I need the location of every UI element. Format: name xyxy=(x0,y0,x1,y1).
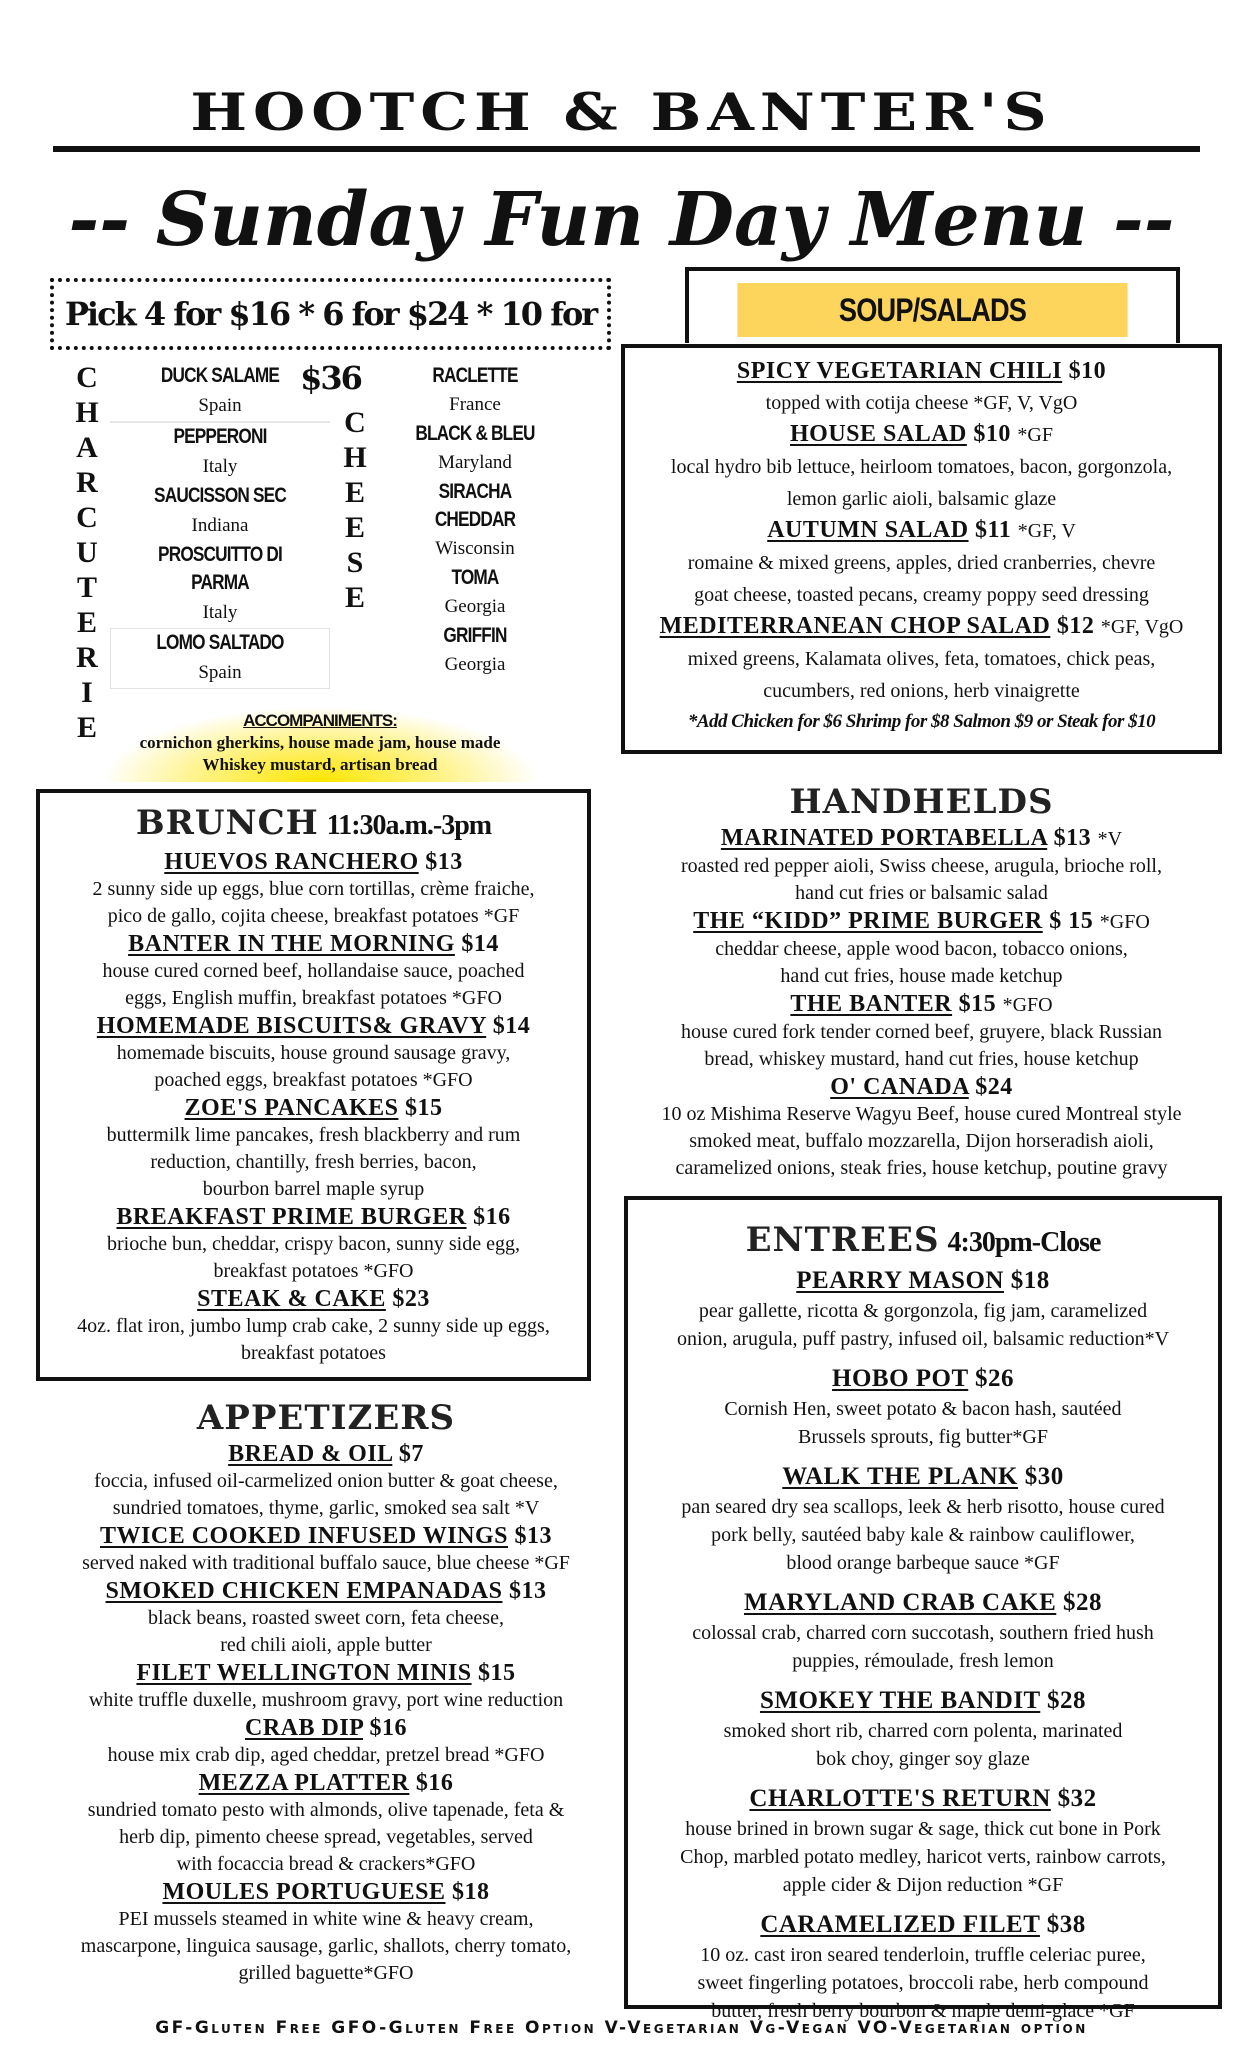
menu-item-price: $10 xyxy=(973,421,1011,447)
vertical-letter: H xyxy=(343,441,367,474)
menu-item-description: romaine & mixed greens, apples, dried cranberries, chevre xyxy=(687,552,1156,574)
menu-item-price: $14 xyxy=(461,931,499,957)
dietary-legend: GF-Gluten Free GFO-Gluten Free Option V-Vegetarian Vg-Vegan VO-Vegetarian option xyxy=(155,2018,1088,2038)
menu-item xyxy=(621,990,1222,1073)
appetizers-section xyxy=(36,1396,616,1987)
menu-item-name: HOUSE SALAD xyxy=(790,421,967,447)
accompaniments xyxy=(100,706,540,782)
menu-item-name: STEAK & CAKE xyxy=(197,1286,386,1312)
menu-item-header xyxy=(40,1203,587,1231)
meat-item-origin: Spain xyxy=(198,662,242,683)
menu-item-description: house cured corned beef, hollandaise sauce, poached xyxy=(102,960,525,982)
menu-item-header xyxy=(625,419,1218,451)
menu-item-name: SMOKEY THE BANDIT xyxy=(759,1687,1041,1714)
menu-item xyxy=(40,930,587,1012)
menu-item-dietary-tags: *V xyxy=(1097,828,1123,850)
meat-item-origin: Italy xyxy=(202,602,238,623)
appetizers-title: APPETIZERS xyxy=(196,1398,456,1438)
meat-item-name: LOMO SALTADO xyxy=(156,631,284,654)
menu-item-description: pan seared dry sea scallops, leek & herb risotto, house cured xyxy=(681,1496,1165,1518)
menu-subtitle: -- Sunday Fun Day Menu -- xyxy=(68,177,1175,263)
menu-item-price: $12 xyxy=(1056,613,1095,639)
menu-item-name: THE “KIDD” PRIME BURGER xyxy=(693,908,1043,934)
menu-item-name: HOBO POT xyxy=(832,1365,969,1392)
menu-item-name: MARYLAND CRAB CAKE xyxy=(743,1589,1057,1616)
menu-item-price: $16 xyxy=(473,1204,511,1230)
menu-item-header xyxy=(36,1878,616,1906)
menu-item-price: $30 xyxy=(1024,1463,1064,1490)
meat-item xyxy=(110,541,330,628)
menu-item-name: ZOE'S PANCAKES xyxy=(184,1095,399,1121)
menu-item xyxy=(36,1878,616,1987)
menu-item xyxy=(36,1577,616,1659)
brunch-title: BRUNCH xyxy=(135,803,319,843)
menu-item-name: BREAKFAST PRIME BURGER xyxy=(116,1204,467,1230)
vertical-letter: S xyxy=(346,546,364,579)
vertical-letter: R xyxy=(76,466,98,499)
menu-item-description: Brussels sprouts, fig butter*GF xyxy=(798,1426,1048,1448)
meat-item xyxy=(110,482,330,541)
menu-item-description: smoked meat, buffalo mozzarella, Dijon horseradish aioli, xyxy=(689,1130,1154,1152)
menu-item-price: $14 xyxy=(492,1013,531,1039)
menu-item-description: pork belly, sautéed baby kale & rainbow cauliflower, xyxy=(711,1524,1135,1546)
menu-item xyxy=(621,824,1222,907)
cheese-item-origin: Georgia xyxy=(444,654,506,675)
menu-item-dietary-tags: *GF xyxy=(1017,424,1053,446)
brunch-section xyxy=(36,789,591,1381)
menu-item-header xyxy=(36,1714,616,1742)
menu-item-description: 10 oz. cast iron seared tenderloin, truffle celeriac puree, xyxy=(700,1944,1146,1966)
menu-item-description: breakfast potatoes xyxy=(241,1342,386,1364)
menu-item-description: pear gallette, ricotta & gorgonzola, fig jam, caramelized xyxy=(698,1300,1148,1322)
menu-item-description: sweet fingerling potatoes, broccoli rabe, herb compound xyxy=(697,1972,1149,1994)
menu-item-price: $10 xyxy=(1068,358,1107,384)
menu-item-description: white truffle duxelle, mushroom gravy, port wine reduction xyxy=(88,1689,564,1711)
menu-item-price: $13 xyxy=(508,1578,547,1604)
vertical-letter: E xyxy=(344,581,365,614)
menu-item-header xyxy=(628,1587,1218,1619)
menu-item-name: CRAB DIP xyxy=(244,1715,363,1741)
vertical-letter: H xyxy=(75,396,99,429)
menu-item-description: smoked short rib, charred corn polenta, marinated xyxy=(723,1720,1123,1742)
menu-item-price: $26 xyxy=(974,1365,1014,1392)
menu-item-dietary-tags: *GFO xyxy=(1099,911,1150,933)
entrees-hours: 4:30pm-Close xyxy=(947,1227,1101,1258)
menu-item xyxy=(621,907,1222,990)
menu-item xyxy=(36,1440,616,1522)
menu-item-name: HOMEMADE BISCUITS& GRAVY xyxy=(96,1013,487,1039)
menu-item-header xyxy=(628,1461,1218,1493)
menu-item-description: local hydro bib lettuce, heirloom tomatoes, bacon, gorgonzola, xyxy=(670,456,1173,478)
appetizers-items xyxy=(36,1440,616,1987)
cheese-vertical-label xyxy=(340,405,370,615)
menu-item-description: poached eggs, breakfast potatoes *GFO xyxy=(154,1069,473,1091)
menu-item-description: grilled baguette*GFO xyxy=(238,1962,414,1984)
menu-item xyxy=(621,1073,1222,1182)
meat-item-name: DUCK SALAME xyxy=(160,364,280,387)
menu-item xyxy=(36,1522,616,1577)
menu-item-description: buttermilk lime pancakes, fresh blackberry and rum xyxy=(106,1124,521,1146)
menu-item-header xyxy=(625,515,1218,547)
vertical-letter: U xyxy=(76,536,98,569)
menu-item-price: $13 xyxy=(425,849,463,875)
charcuterie-list xyxy=(110,362,330,689)
menu-item-name: TWICE COOKED INFUSED WINGS xyxy=(100,1523,508,1549)
vertical-letter: T xyxy=(76,571,97,604)
menu-item-name: AUTUMN SALAD xyxy=(767,517,969,543)
entrees-items xyxy=(628,1265,1218,2025)
menu-item-price: $ 15 xyxy=(1049,908,1094,934)
menu-item-price: $28 xyxy=(1047,1687,1087,1714)
menu-item-header xyxy=(40,1094,587,1122)
pick-pricing-box: Pick 4 for $16 * 6 for $24 * 10 for $36 xyxy=(50,278,611,350)
menu-item-description: puppies, rémoulade, fresh lemon xyxy=(792,1650,1054,1672)
menu-item-description: pico de gallo, cojita cheese, breakfast potatoes *GF xyxy=(107,905,520,927)
menu-item-name: MARINATED PORTABELLA xyxy=(720,825,1048,851)
menu-item-description: homemade biscuits, house ground sausage gravy, xyxy=(116,1042,511,1064)
handhelds-items xyxy=(621,824,1222,1182)
menu-item xyxy=(628,1909,1218,2025)
menu-item-description: topped with cotija cheese *GF, V, VgO xyxy=(765,392,1078,414)
menu-item xyxy=(625,515,1218,611)
vertical-letter: I xyxy=(81,676,93,709)
menu-item-name: SMOKED CHICKEN EMPANADAS xyxy=(105,1578,503,1604)
menu-item-price: $18 xyxy=(452,1879,490,1905)
menu-item-header xyxy=(36,1769,616,1797)
menu-item-description: onion, arugula, puff pastry, infused oil, balsamic reduction*V xyxy=(676,1328,1170,1350)
menu-item-description: herb dip, pimento cheese spread, vegetables, served xyxy=(119,1826,533,1848)
menu-item-description: butter, fresh berry bourbon & maple demi-glace *GF xyxy=(711,2000,1135,2022)
meat-item xyxy=(110,628,330,689)
cheese-item xyxy=(385,478,565,564)
vertical-letter: A xyxy=(76,431,98,464)
menu-item-header xyxy=(621,824,1222,853)
menu-item xyxy=(40,1094,587,1203)
menu-item-description: hand cut fries or balsamic salad xyxy=(795,882,1048,904)
menu-item-description: goat cheese, toasted pecans, creamy poppy seed dressing xyxy=(694,584,1149,606)
cheese-item-name: TOMA xyxy=(451,566,499,589)
menu-item xyxy=(628,1461,1218,1577)
vertical-letter: C xyxy=(76,361,98,394)
menu-item-description: cucumbers, red onions, herb vinaigrette xyxy=(763,680,1080,702)
cheese-item-origin: Maryland xyxy=(438,452,512,473)
menu-item xyxy=(40,848,587,930)
menu-item-header xyxy=(40,1285,587,1313)
menu-item-description: lemon garlic aioli, balsamic glaze xyxy=(786,488,1057,510)
menu-item-description: bourbon barrel maple syrup xyxy=(202,1178,425,1200)
menu-item-price: $28 xyxy=(1063,1589,1103,1616)
menu-item-price: $13 xyxy=(514,1523,552,1549)
menu-item xyxy=(40,1285,587,1367)
charcuterie-vertical-label xyxy=(72,360,102,745)
menu-item xyxy=(628,1783,1218,1899)
menu-item-description: foccia, infused oil-carmelized onion butter & goat cheese, xyxy=(94,1470,558,1492)
menu-item-name: O' CANADA xyxy=(830,1074,969,1100)
menu-item-header xyxy=(40,1012,587,1040)
meat-item-name: SAUCISSON SEC xyxy=(154,484,286,507)
menu-item xyxy=(36,1769,616,1878)
menu-item-price: $24 xyxy=(975,1074,1013,1100)
menu-item-price: $23 xyxy=(392,1286,430,1312)
entrees-title: ENTREES xyxy=(745,1220,940,1260)
menu-item-description: black beans, roasted sweet corn, feta cheese, xyxy=(148,1607,504,1629)
menu-item-description: breakfast potatoes *GFO xyxy=(213,1260,414,1282)
menu-item-header xyxy=(628,1265,1218,1297)
menu-item xyxy=(628,1265,1218,1353)
soup-items xyxy=(625,356,1218,707)
meat-item xyxy=(110,423,330,482)
menu-item-header xyxy=(621,990,1222,1019)
menu-item-description: bok choy, ginger soy glaze xyxy=(816,1748,1030,1770)
menu-item-price: $18 xyxy=(1010,1267,1050,1294)
menu-item-price: $15 xyxy=(958,991,997,1017)
menu-item-description: mixed greens, Kalamata olives, feta, tomatoes, chick peas, xyxy=(687,648,1156,670)
menu-item-description: eggs, English muffin, breakfast potatoes *GFO xyxy=(125,987,502,1009)
menu-item-name: MOULES PORTUGUESE xyxy=(162,1879,446,1905)
cheese-item-name: GRIFFIN xyxy=(443,624,507,647)
soup-salads-header xyxy=(685,267,1180,343)
menu-item-price: $15 xyxy=(478,1660,516,1686)
meat-item-origin: Italy xyxy=(202,456,238,477)
cheese-item xyxy=(385,420,565,478)
menu-item-description: house cured fork tender corned beef, gruyere, black Russian xyxy=(681,1021,1162,1043)
menu-item-name: MEZZA PLATTER xyxy=(198,1770,410,1796)
handhelds-section xyxy=(621,780,1222,1182)
menu-item-header xyxy=(40,930,587,958)
cheese-item-name: RACLETTE xyxy=(432,364,518,387)
menu-item-description: apple cider & Dijon reduction *GF xyxy=(782,1874,1064,1896)
meat-item-name: PEPPERONI xyxy=(173,425,267,448)
cheese-item-name: BLACK & BLEU xyxy=(415,422,535,445)
menu-item-header xyxy=(36,1440,616,1468)
menu-item-description: PEI mussels steamed in white wine & heavy cream, xyxy=(118,1908,534,1930)
menu-item-price: $16 xyxy=(369,1715,407,1741)
menu-item-price: $15 xyxy=(404,1095,443,1121)
menu-item-header xyxy=(628,1685,1218,1717)
accompaniments-line: cornichon gherkins, house made jam, house made xyxy=(139,733,501,752)
menu-item-header xyxy=(36,1577,616,1605)
menu-item-name: SPICY VEGETARIAN CHILI xyxy=(736,358,1063,384)
menu-item-header xyxy=(621,1073,1222,1101)
menu-item-price: $13 xyxy=(1053,825,1092,851)
handhelds-title: HANDHELDS xyxy=(789,782,1054,822)
cheese-item-name: SIRACHA CHEDDAR xyxy=(434,480,516,531)
title-divider xyxy=(53,146,1200,152)
meat-item-origin: Spain xyxy=(198,395,242,416)
menu-item-name: FILET WELLINGTON MINIS xyxy=(136,1660,472,1686)
menu-item xyxy=(628,1685,1218,1773)
menu-item-description: 10 oz Mishima Reserve Wagyu Beef, house cured Montreal style xyxy=(661,1103,1182,1125)
menu-item-description: 2 sunny side up eggs, blue corn tortillas, crème fraiche, xyxy=(92,878,535,900)
menu-item-header xyxy=(625,356,1218,387)
menu-item-name: MEDITERRANEAN CHOP SALAD xyxy=(659,613,1051,639)
menu-item-header xyxy=(40,848,587,876)
menu-item xyxy=(36,1714,616,1769)
menu-item-header xyxy=(621,907,1222,936)
menu-item-description: blood orange barbeque sauce *GF xyxy=(786,1552,1060,1574)
menu-item-header xyxy=(628,1363,1218,1395)
vertical-letter: C xyxy=(76,501,98,534)
menu-item-name: BREAD & OIL xyxy=(228,1441,393,1467)
menu-item xyxy=(36,1659,616,1714)
menu-item xyxy=(628,1587,1218,1675)
meat-item xyxy=(110,362,330,423)
menu-item-name: BANTER IN THE MORNING xyxy=(128,931,455,957)
menu-item-name: WALK THE PLANK xyxy=(782,1463,1018,1490)
menu-item-description: with focaccia bread & crackers*GFO xyxy=(176,1853,476,1875)
menu-item-name: CHARLOTTE'S RETURN xyxy=(749,1785,1051,1812)
menu-item-description: house brined in brown sugar & sage, thick cut bone in Pork xyxy=(685,1818,1161,1840)
menu-item-description: served naked with traditional buffalo sauce, blue cheese *GF xyxy=(82,1552,570,1574)
menu-item-dietary-tags: *GF, VgO xyxy=(1100,616,1184,638)
menu-item-header xyxy=(625,611,1218,643)
menu-item-description: red chili aioli, apple butter xyxy=(220,1634,432,1656)
restaurant-title: HOOTCH & BANTER'S xyxy=(190,83,1053,143)
add-protein-note: *Add Chicken for $6 Shrimp for $8 Salmon $9 or Steak for $10 xyxy=(687,711,1156,732)
vertical-letter: R xyxy=(76,641,98,674)
menu-item-name: PEARRY MASON xyxy=(796,1267,1004,1294)
cheese-item-origin: France xyxy=(449,394,501,415)
menu-item-name: THE BANTER xyxy=(790,991,953,1017)
menu-item-description: brioche bun, cheddar, crispy bacon, sunny side egg, xyxy=(107,1233,520,1255)
menu-item-description: sundried tomato pesto with almonds, olive tapenade, feta & xyxy=(87,1799,565,1821)
entrees-section xyxy=(624,1196,1222,2022)
vertical-letter: E xyxy=(76,711,97,744)
menu-item xyxy=(625,419,1218,515)
menu-item-dietary-tags: *GFO xyxy=(1002,994,1053,1016)
menu-item xyxy=(628,1363,1218,1451)
menu-item-description: cheddar cheese, apple wood bacon, tobacco onions, xyxy=(715,938,1128,960)
menu-item xyxy=(625,356,1218,419)
meat-item-name: PROSCUITTO DI PARMA xyxy=(158,543,282,594)
brunch-hours: 11:30a.m.-3pm xyxy=(326,810,492,841)
menu-item-description: reduction, chantilly, fresh berries, bacon, xyxy=(150,1151,477,1173)
menu-item xyxy=(625,611,1218,707)
vertical-letter: C xyxy=(344,406,366,439)
menu-item-description: caramelized onions, steak fries, house ketchup, poutine gravy xyxy=(675,1157,1168,1179)
soup-salads-title: SOUP/SALADS xyxy=(737,283,1127,337)
menu-item-description: Chop, marbled potato medley, haricot verts, rainbow carrots, xyxy=(680,1846,1166,1868)
menu-item-name: HUEVOS RANCHERO xyxy=(164,849,419,875)
menu-item-name: CARAMELIZED FILET xyxy=(760,1911,1040,1938)
cheese-item xyxy=(385,622,565,680)
menu-item-description: mascarpone, linguica sausage, garlic, shallots, cherry tomato, xyxy=(80,1935,572,1957)
menu-item xyxy=(40,1203,587,1285)
menu-item-header xyxy=(36,1659,616,1687)
vertical-letter: E xyxy=(76,606,97,639)
accompaniments-title: ACCOMPANIMENTS: xyxy=(243,711,397,730)
menu-item-description: sundried tomatoes, thyme, garlic, smoked sea salt *V xyxy=(112,1497,540,1519)
brunch-heading xyxy=(40,801,587,848)
cheese-item xyxy=(385,564,565,622)
menu-item-price: $16 xyxy=(415,1770,454,1796)
menu-item-price: $32 xyxy=(1057,1785,1097,1812)
menu-item-header xyxy=(36,1522,616,1550)
menu-item-description: hand cut fries, house made ketchup xyxy=(780,965,1063,987)
vertical-letter: E xyxy=(344,511,365,544)
vertical-letter: E xyxy=(344,476,365,509)
menu-item xyxy=(40,1012,587,1094)
soup-salads-section xyxy=(621,344,1222,754)
menu-item-header xyxy=(628,1783,1218,1815)
entrees-heading xyxy=(628,1218,1218,1265)
menu-item-header xyxy=(628,1909,1218,1941)
brunch-items xyxy=(40,848,587,1367)
cheese-list xyxy=(385,362,565,680)
cheese-item-origin: Wisconsin xyxy=(435,538,515,559)
meat-item-origin: Indiana xyxy=(191,515,249,536)
menu-item-description: roasted red pepper aioli, Swiss cheese, arugula, brioche roll, xyxy=(681,855,1162,877)
menu-item-description: 4oz. flat iron, jumbo lump crab cake, 2 sunny side up eggs, xyxy=(77,1315,550,1337)
menu-item-dietary-tags: *GF, V xyxy=(1017,520,1076,542)
menu-item-description: Cornish Hen, sweet potato & bacon hash, sautéed xyxy=(724,1398,1122,1420)
cheese-item xyxy=(385,362,565,420)
menu-item-price: $11 xyxy=(975,517,1012,543)
menu-item-price: $38 xyxy=(1046,1911,1086,1938)
accompaniments-line: Whiskey mustard, artisan bread xyxy=(202,755,438,774)
cheese-item-origin: Georgia xyxy=(444,596,506,617)
menu-item-price: $7 xyxy=(398,1441,424,1467)
menu-item-description: colossal crab, charred corn succotash, southern fried hush xyxy=(692,1622,1154,1644)
menu-item-description: bread, whiskey mustard, hand cut fries, house ketchup xyxy=(704,1048,1139,1070)
menu-item-description: house mix crab dip, aged cheddar, pretzel bread *GFO xyxy=(107,1744,545,1766)
